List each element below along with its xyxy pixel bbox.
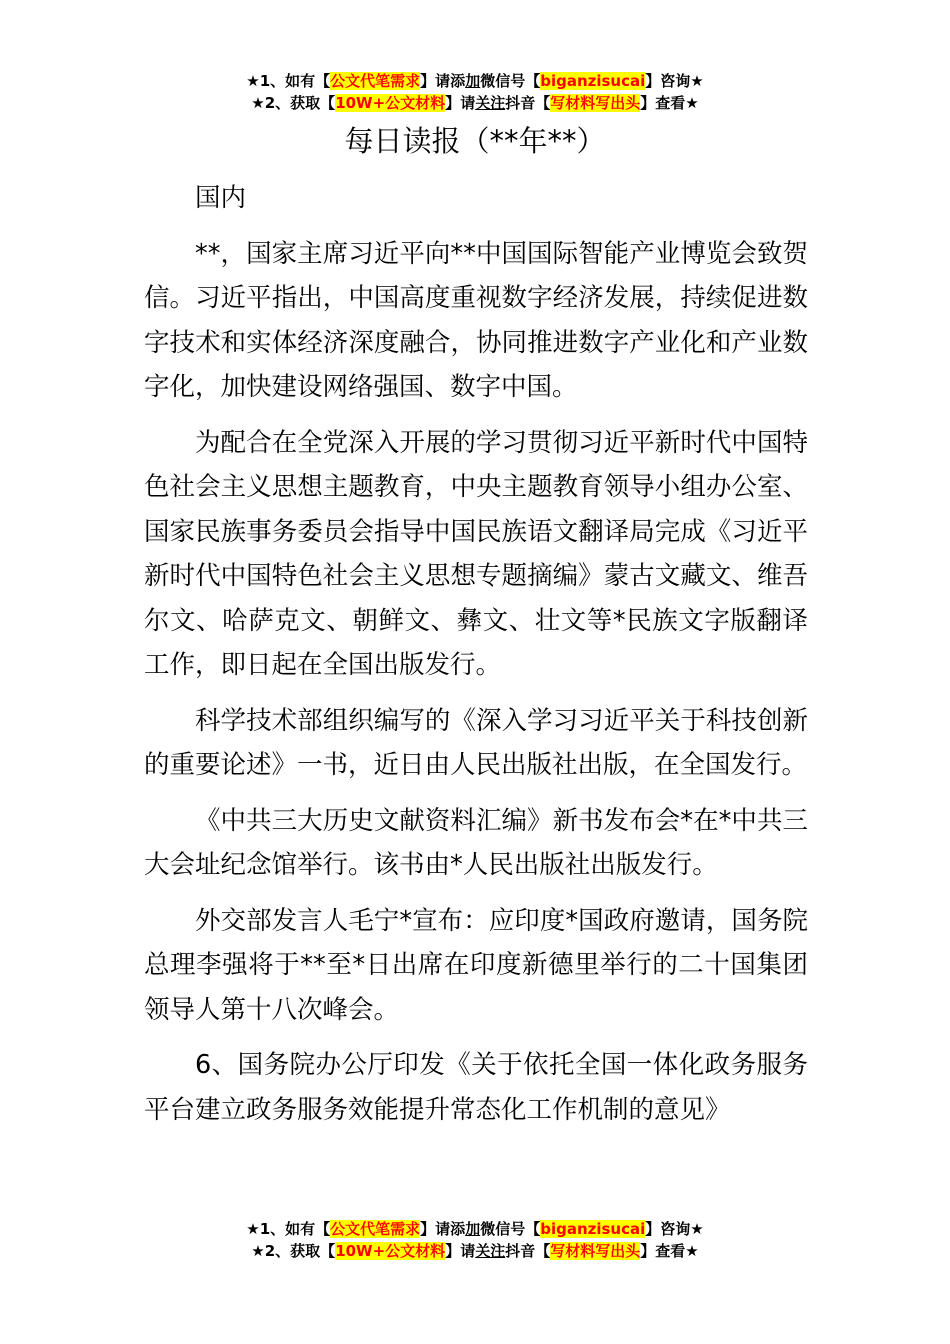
document-title: 每日读报（**年**） (344, 124, 606, 158)
banner-text: 微信号【 (480, 1220, 541, 1238)
banner-text: ★1、如有【 (246, 72, 331, 90)
banner-line-1 (0, 70, 950, 92)
banner-wechat-id: biganzisucai (540, 1220, 646, 1238)
banner-wechat-id: biganzisucai (540, 72, 646, 90)
banner-line-2 (0, 92, 950, 114)
banner-text: 抖音【 (505, 1242, 551, 1260)
banner-text: 】请 (445, 94, 476, 112)
banner-text: ★2、获取【 (251, 94, 336, 112)
paragraph: 外交部发言人毛宁*宣布：应印度*国政府邀请，国务院总理李强将于**至*日出席在印度新德里举行的二十国集团领导人第十八次峰会。 (144, 905, 808, 1025)
banner-text: 】请添 (420, 72, 466, 90)
banner-highlight: 公文代笔需求 (330, 72, 421, 90)
paragraph: 为配合在全党深入开展的学习贯彻习近平新时代中国特色社会主义思想主题教育，中央主题教育领导小组办公室、国家民族事务委员会指导中国民族语文翻译局完成《习近平新时代中国特色社会主义思想专题摘编》蒙古文藏文、维吾尔文、哈萨克文、朝鲜文、彝文、壮文等*民族文字版翻译工作，即日起在全国出版发行。 (144, 427, 808, 680)
banner-text: 】请添 (420, 1220, 466, 1238)
paragraph: 科学技术部组织编写的《深入学习习近平关于科技创新的重要论述》一书，近日由人民出版社出版，在全国发行。 (144, 705, 808, 780)
banner-text: 抖音【 (505, 94, 551, 112)
section-heading: 国内 (195, 183, 247, 213)
banner-douyin-id: 写材料写出头 (550, 1242, 641, 1260)
paragraph: **，国家主席习近平向**中国国际智能产业博览会致贺信。习近平指出，中国高度重视数字经济发展，持续促进数字技术和实体经济深度融合，协同推进数字产业化和产业数字化，加快建设网络强国、数字中国。 (144, 238, 808, 402)
banner-underline-text: 关注 (475, 94, 506, 112)
banner-highlight: 10W+公文材料 (335, 94, 446, 112)
banner-highlight: 公文代笔需求 (330, 1220, 421, 1238)
header-banner (0, 70, 950, 114)
banner-highlight: 10W+公文材料 (335, 1242, 446, 1260)
banner-text: 】咨询★ (645, 72, 704, 90)
banner-douyin-id: 写材料写出头 (550, 94, 641, 112)
paragraph: 《中共三大历史文献资料汇编》新书发布会*在*中共三大会址纪念馆举行。该书由*人民出版社出版发行。 (144, 805, 808, 880)
banner-text: 微信号【 (480, 72, 541, 90)
paragraph: 6、国务院办公厅印发《关于依托全国一体化政务服务平台建立政务服务效能提升常态化工作机制的意见》 (144, 1050, 808, 1125)
banner-text: 】查看★ (640, 1242, 699, 1260)
banner-line-2 (0, 1240, 950, 1262)
banner-text: 】咨询★ (645, 1220, 704, 1238)
banner-text: 】请 (445, 1242, 476, 1260)
banner-line-1 (0, 1218, 950, 1240)
footer-banner (0, 1218, 950, 1262)
banner-underline-text: 加 (465, 1220, 481, 1238)
banner-text: 】查看★ (640, 94, 699, 112)
document-body (144, 176, 808, 1143)
banner-underline-text: 关注 (475, 1242, 506, 1260)
banner-underline-text: 加 (465, 72, 481, 90)
banner-text: ★2、获取【 (251, 1242, 336, 1260)
banner-text: ★1、如有【 (246, 1220, 331, 1238)
